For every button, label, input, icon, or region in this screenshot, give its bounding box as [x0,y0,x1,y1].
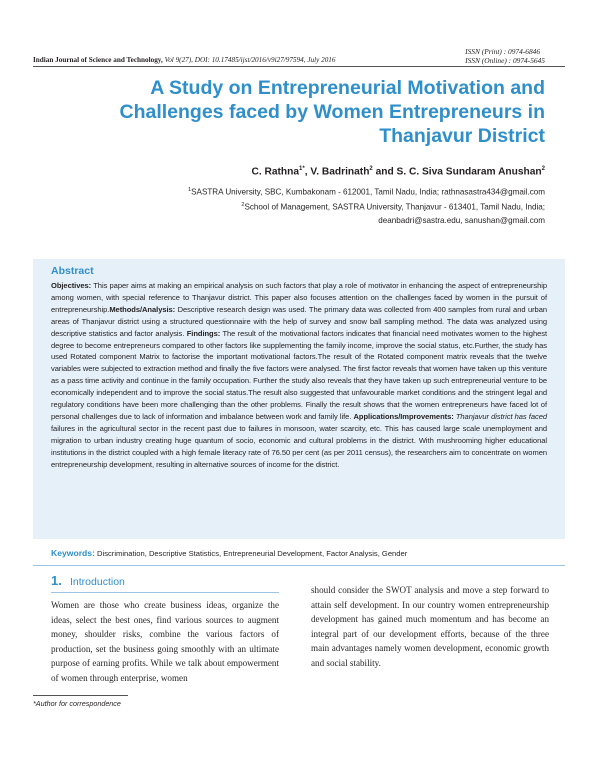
section-rule [51,592,279,593]
affiliation-1-sup: 1 [188,187,192,193]
author-1-sup: 1* [299,166,305,172]
findings-label: Findings: [186,328,221,338]
applications-italic: Thanjavur district has faced [453,411,548,421]
header-rule [33,66,565,67]
journal-header [33,56,336,64]
section-title: Introduction [70,576,125,588]
author-3-sup: 2 [541,166,545,172]
intro-column-1: Women are those who create business ideas, organize the ideas, select the best ones, find various sources to augment money, shoulder risks, combine the various factors of production, set the business going smoothly with an ultimate purpose of earning profits. While we talk about empowerment of women through enterprise, women [51,600,279,683]
affiliation-1 [188,184,545,199]
applications-label: Applications/Improvements: [353,411,454,421]
findings-text: The result of the motivational factors indicates that financial need motivates women to the highest degree to become entrepreneurs compared to other factors like supplementing the family income, improve the social status, etc.Further, the study has used Rotated component Matrix to factorise the important motivational factors.The result of the Rotated component matrix reveals that the twelve variables were subjected to extraction method and finally the five factors were analysed. The first factor reveals that women have taken up this venture as a pass time activity and continue in the family occupation. Further the study also reveals that they have taken up such entrepreneurial venture to be economically independent and to improve the social status.The result also suggested that unfavourable market conditions and the stringent legal and regulatory conditions have been more challenging than the other problems. Finally the result shows that the women entrepreneurs have faced lot of personal challenges due to lack of information and imbalance between work and family life. [51,328,548,421]
author-3: and S. C. Siva Sundaram Anushan [372,166,542,178]
issn-block [465,47,545,65]
affiliation-2-text: School of Management, SASTRA University, Thanjavur - 613401, Tamil Nadu, India; [244,202,545,212]
methods-label: Methods/Analysis: [109,304,176,314]
keywords [51,548,561,558]
abstract-text [51,280,547,471]
issn-online: ISSN (Online) : 0974-5645 [465,56,545,66]
objectives-label: Objectives: [51,281,92,290]
affiliation-2-sup: 2 [241,202,245,209]
keywords-label: Keywords: [51,548,95,558]
issn-print: ISSN (Print) : 0974-6846 [465,47,541,56]
authors [251,166,545,177]
methods-text: Descriptive research design was used. The primary data was collected from 400 samples from rural and urban areas of Thanjavur district using a structured questionnaire with the help of survey and snow ball sampling method. The data was analyzed using descriptive statistics and factor analysis. [51,304,547,338]
objectives-text: This paper aims at making an empirical analysis on such factors that play a role of motivator in enhancing the aspect of entrepreneurship among women, with special reference to Thanjavur district. This paper also focuses attention on the challenges faced by women in the pursuit of entrepreneurship. [51,281,547,314]
affiliations [188,184,545,228]
intro-column-2: should consider the SWOT analysis and move a step forward to attain self development. In our country women entrepreneurship development has gained much momentum and has become an integral part of our development efforts, because of the three main advantages namely women development, economic growth and social stability. [311,585,549,668]
applications-text: failures in the agricultural sector in the recent past due to failures in monsoon, water scarcity, etc. This has caused large scale unemployment and migration to urban industry creating huge quantum of socio, economic and cultural problems in the district. With mushrooming higher educational institutions in the district coupled with a high female literacy rate of 76.50 per cent (as per 2011 census), the researchers aim to concentrate on women entrepreneurship development, resulting in alternative sources of income for the district. [51,423,547,469]
section-number: 1. [51,573,62,588]
footnote: *Author for correspondence [33,699,121,708]
keywords-text: Discrimination, Descriptive Statistics, Entrepreneurial Development, Factor Analysis, Gender [94,549,408,558]
affiliation-3: deanbadri@sastra.edu, sanushan@gmail.com [378,216,545,226]
abstract-heading: Abstract [51,265,94,277]
paper-title: A Study on Entrepreneurial Motivation and Challenges faced by Women Entrepreneurs in Thanjavur District [119,77,545,147]
affiliation-1-text: SASTRA University, SBC, Kumbakonam - 612001, Tamil Nadu, India; rathnasastra434@gmail.com [191,187,545,197]
journal-details: Vol 9(27), DOI: 10.17485/ijst/2016/v9i27/97594, July 2016 [164,56,336,64]
footnote-rule [33,695,128,696]
journal-name: Indian Journal of Science and Technology, [33,56,163,64]
author-1: C. Rathna [251,166,300,178]
affiliation-2 [188,199,545,214]
author-2: , V. Badrinath [304,166,370,178]
keywords-rule [33,565,565,566]
author-2-sup: 2 [369,166,373,172]
